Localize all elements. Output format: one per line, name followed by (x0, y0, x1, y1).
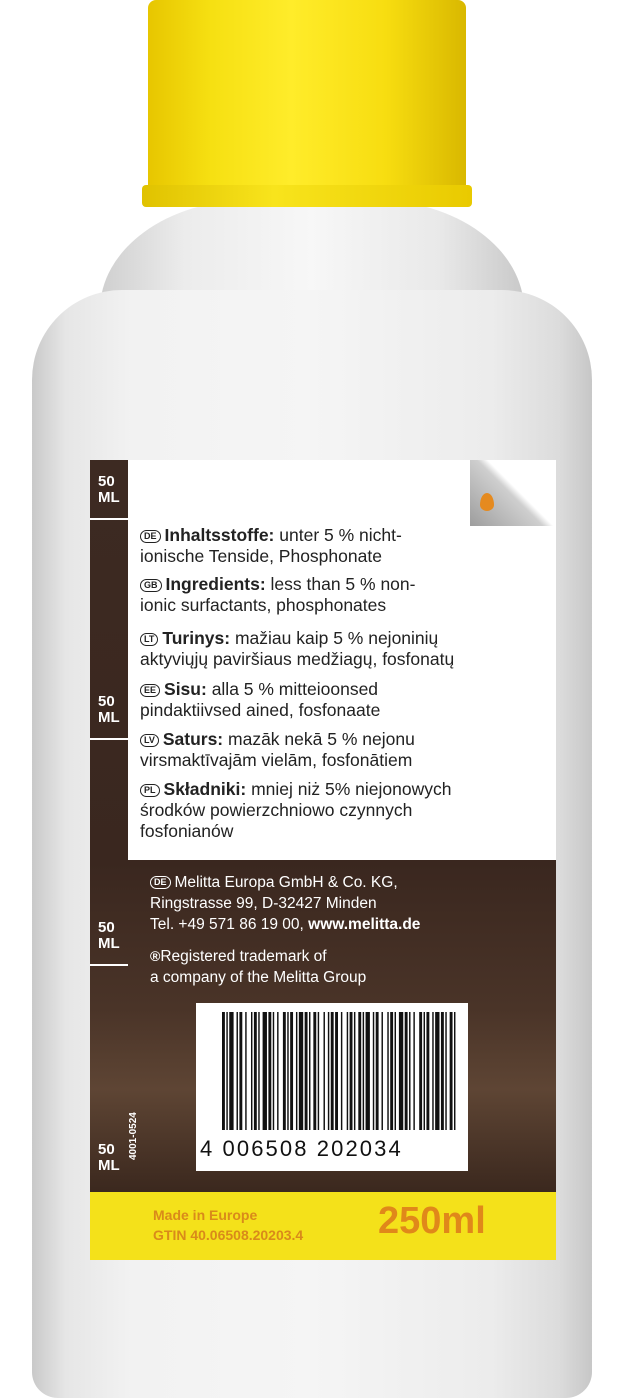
registered-icon: ® (150, 948, 161, 964)
country-code-badge: DE (140, 530, 161, 543)
volume-size: 250ml (378, 1200, 486, 1242)
volume-mark: 50 ML (98, 473, 120, 506)
country-code-badge: LV (140, 734, 159, 747)
bottle-cap-rim (142, 185, 472, 207)
ingredients-lt: LT Turinys: mažiau kaip 5 % nejoninių aktyviųjų paviršiaus medžiagų, fosfonatų (140, 628, 455, 669)
volume-mark: 50 ML (98, 693, 120, 726)
gtin: GTIN 40.06508.20203.4 (153, 1227, 304, 1243)
batch-code: 4001-0524 (128, 1112, 139, 1160)
label-yellow-band (90, 1192, 556, 1260)
country-code-badge: GB (140, 579, 162, 592)
ingredients-pl: PL Składniki: mniej niż 5% niejonowych środków powierzchniowo czynnych fosfonianów (140, 779, 452, 841)
volume-mark-line (90, 738, 128, 740)
barcode-number: 4 006508 202034 (200, 1136, 403, 1161)
flame-icon (480, 493, 494, 511)
country-code-badge: EE (140, 684, 160, 697)
volume-mark-line (90, 964, 128, 966)
website: www.melitta.de (308, 916, 421, 933)
ingredients-ee: EE Sisu: alla 5 % mitteioonsed pindaktiivsed ained, fosfonaate (140, 679, 381, 720)
trademark-notice: ®Registered trademark of a company of the Melitta Group (150, 948, 367, 986)
label-peel-corner (470, 460, 556, 526)
country-code-badge: LT (140, 633, 158, 646)
ingredients-gb: GB Ingredients: less than 5 % non- ionic surfactants, phosphonates (140, 574, 416, 615)
ingredients-de: DE Inhaltsstoffe: unter 5 % nicht- ionische Tenside, Phosphonate (140, 525, 402, 566)
country-code-badge: PL (140, 784, 160, 797)
ingredients-lv: LV Saturs: mazāk nekā 5 % nejonu virsmaktīvajām vielām, fosfonātiem (140, 729, 415, 770)
barcode-icon (220, 1012, 460, 1130)
bottle-cap (148, 0, 466, 200)
country-code-badge: DE (150, 876, 171, 889)
manufacturer-address: DE Melitta Europa GmbH & Co. KG, Ringstrasse 99, D-32427 Minden Tel. +49 571 86 19 00, www.melitta.de (150, 874, 421, 933)
volume-mark: 50 ML (98, 919, 120, 952)
made-in: Made in Europe (153, 1207, 258, 1223)
volume-mark-line (90, 518, 128, 520)
volume-mark: 50 ML (98, 1141, 120, 1174)
